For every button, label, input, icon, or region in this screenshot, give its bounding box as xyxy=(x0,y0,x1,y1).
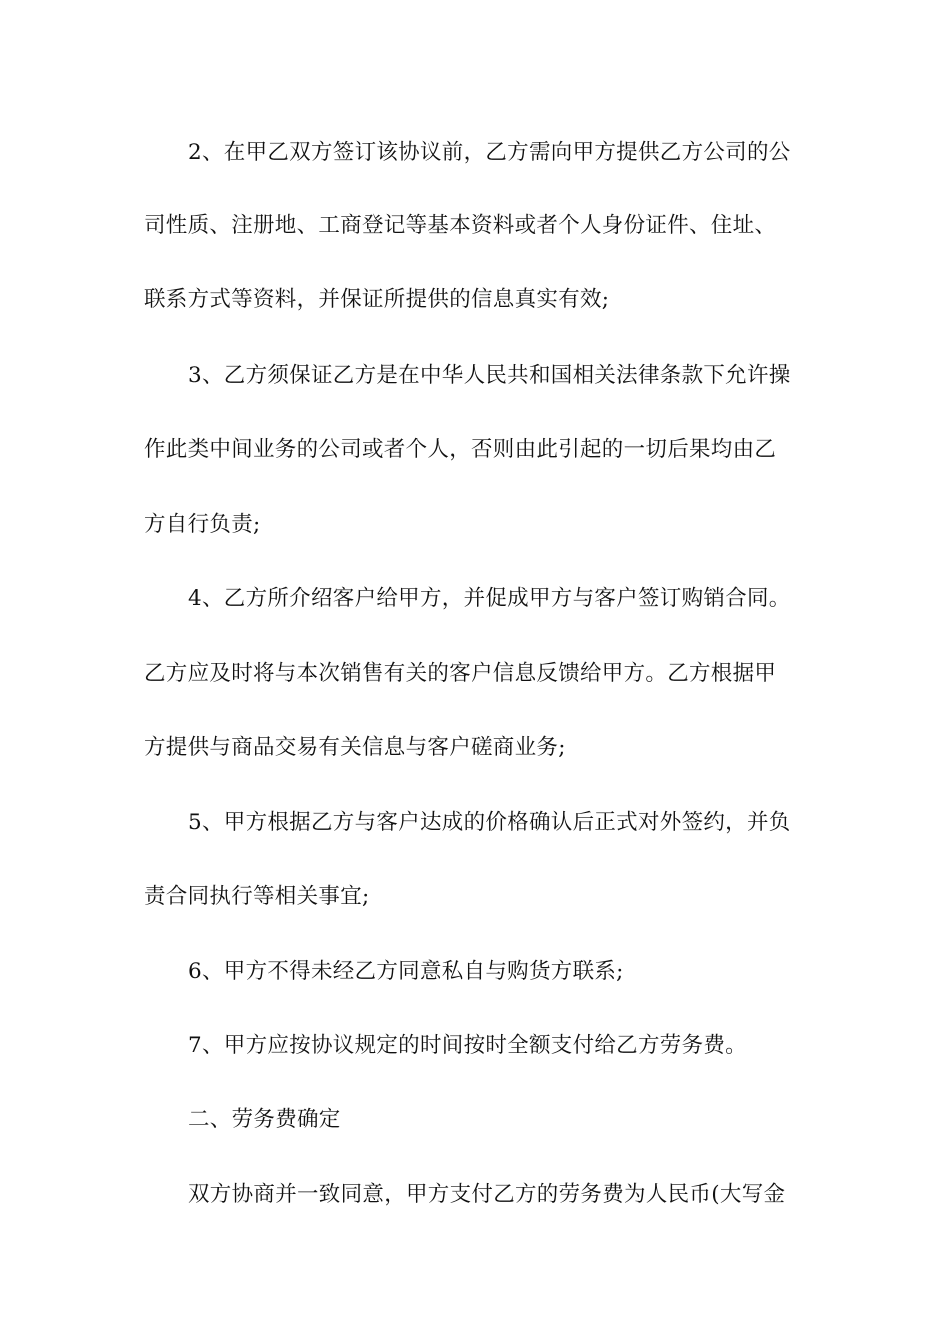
clause-7-line-1: 7、甲方应按协议规定的时间按时全额支付给乙方劳务费。 xyxy=(188,1033,747,1058)
clause-3-line-3: 方自行负责; xyxy=(144,512,261,537)
clause-2-line-2: 司性质、注册地、工商登记等基本资料或者个人身份证件、住址、 xyxy=(144,213,777,238)
clause-6-line-1: 6、甲方不得未经乙方同意私自与购货方联系; xyxy=(188,959,624,984)
clause-5-line-2: 责合同执行等相关事宜; xyxy=(144,884,370,909)
clause-4-line-2: 乙方应及时将与本次销售有关的客户信息反馈给甲方。乙方根据甲 xyxy=(144,661,777,686)
section-2-heading: 二、劳务费确定 xyxy=(188,1107,341,1132)
clause-4-line-3: 方提供与商品交易有关信息与客户磋商业务; xyxy=(144,735,566,760)
clause-3-line-2: 作此类中间业务的公司或者个人，否则由此引起的一切后果均由乙 xyxy=(144,437,777,462)
fee-paragraph-line-1: 双方协商并一致同意，甲方支付乙方的劳务费为人民币(大写金 xyxy=(188,1182,786,1207)
clause-5-line-1: 5、甲方根据乙方与客户达成的价格确认后正式对外签约，并负 xyxy=(188,810,791,835)
clause-2-line-1: 2、在甲乙双方签订该协议前，乙方需向甲方提供乙方公司的公 xyxy=(188,140,791,165)
clause-4-line-1: 4、乙方所介绍客户给甲方，并促成甲方与客户签订购销合同。 xyxy=(188,586,791,611)
clause-3-line-1: 3、乙方须保证乙方是在中华人民共和国相关法律条款下允许操 xyxy=(188,363,791,388)
clause-2-line-3: 联系方式等资料，并保证所提供的信息真实有效; xyxy=(144,287,610,312)
